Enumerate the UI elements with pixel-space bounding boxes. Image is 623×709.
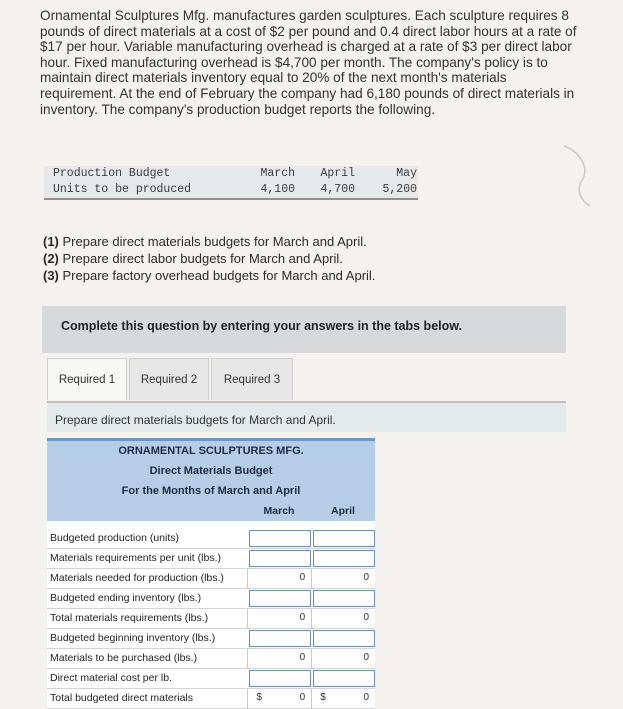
total-requirements-april-value: 0 (311, 609, 375, 628)
table-row: Total budgeted direct materials $ 0 $ 0 (47, 689, 375, 709)
beginning-inventory-march-input[interactable] (249, 630, 311, 647)
table-row: Materials to be purchased (lbs.) 0 0 (47, 649, 375, 669)
problem-intro: Ornamental Sculptures Mfg. manufactures garden sculptures. Each sculpture requires 8 pounds of direct materials at a cost of $2 per pound and 0.4 direct labor hours at a rate of $17 per hour. Variable manufacturing overhead is charged at a rate of $3 per direct labor hour. Fixed manufacturing overhead is $4,700 per month. The company's policy is to maintain direct materials inventory equal to 20% of the next month's materials requirement. At the end of February the company had 6,180 pounds of direct materials in inventory. The company's production budget reports the following. (40, 8, 577, 117)
budget-company: ORNAMENTAL SCULPTURES MFG. (47, 438, 375, 461)
production-budget-title: Production Budget (53, 167, 171, 180)
table-row: Direct material cost per lb. (47, 669, 375, 689)
table-row: Materials needed for production (lbs.) 0 0 (47, 569, 375, 589)
materials-needed-march-value: 0 (247, 569, 311, 588)
ending-inventory-march-input[interactable] (249, 590, 311, 607)
production-budget-table (44, 166, 418, 200)
budgeted-production-march-input[interactable] (249, 530, 311, 547)
table-row: Budgeted production (units) (47, 529, 375, 549)
direct-materials-budget (47, 438, 375, 709)
materials-purchased-march-value: 0 (247, 649, 311, 668)
table-row: Total materials requirements (lbs.) 0 0 (47, 609, 375, 629)
complete-question-text: Complete this question by entering your answers in the tabs below. (61, 319, 462, 333)
col-april-header: April (331, 505, 355, 517)
col-march-header: March (263, 505, 295, 517)
pen-mark (560, 140, 600, 210)
spacer-row (47, 521, 375, 529)
units-march: 4,100 (260, 183, 295, 196)
total-requirements-march-value: 0 (247, 609, 311, 628)
ending-inventory-april-input[interactable] (313, 590, 375, 607)
budgeted-production-april-input[interactable] (313, 530, 375, 547)
cost-per-lb-april-input[interactable] (313, 670, 375, 687)
budget-title: Direct Materials Budget (47, 461, 375, 481)
instruction-text: Prepare direct materials budgets for March and April. (55, 413, 336, 427)
table-row: Materials requirements per unit (lbs.) (47, 549, 375, 569)
budget-column-headers (47, 501, 375, 521)
materials-purchased-april-value: 0 (311, 649, 375, 668)
units-may: 5,200 (382, 183, 417, 196)
requirement-tabs (47, 358, 295, 400)
total-direct-materials-march-value: $ 0 (247, 689, 311, 708)
beginning-inventory-april-input[interactable] (313, 630, 375, 647)
requirement-item: (3) Prepare factory overhead budgets for March and April. (43, 268, 376, 283)
budget-period: For the Months of March and April (47, 481, 375, 501)
units-april: 4,700 (320, 183, 355, 196)
materials-per-unit-april-input[interactable] (313, 550, 375, 567)
month-march-header: March (260, 167, 295, 180)
tab-required-2[interactable]: Required 2 (129, 358, 209, 400)
requirement-item: (2) Prepare direct labor budgets for March and April. (43, 251, 343, 266)
requirement-item: (1) Prepare direct materials budgets for March and April. (43, 234, 367, 249)
cost-per-lb-march-input[interactable] (249, 670, 311, 687)
month-april-header: April (320, 167, 355, 180)
tab-required-1[interactable]: Required 1 (47, 358, 127, 400)
table-row: Budgeted ending inventory (lbs.) (47, 589, 375, 609)
tab-required-3[interactable]: Required 3 (211, 358, 293, 400)
units-produced-label: Units to be produced (53, 183, 192, 196)
materials-per-unit-march-input[interactable] (249, 550, 311, 567)
month-may-header: May (396, 167, 417, 180)
materials-needed-april-value: 0 (311, 569, 375, 588)
table-row: Budgeted beginning inventory (lbs.) (47, 629, 375, 649)
complete-question-banner (42, 306, 566, 353)
instruction-bar (47, 403, 566, 432)
total-direct-materials-april-value: $ 0 (311, 689, 375, 708)
requirements-list (43, 233, 375, 284)
